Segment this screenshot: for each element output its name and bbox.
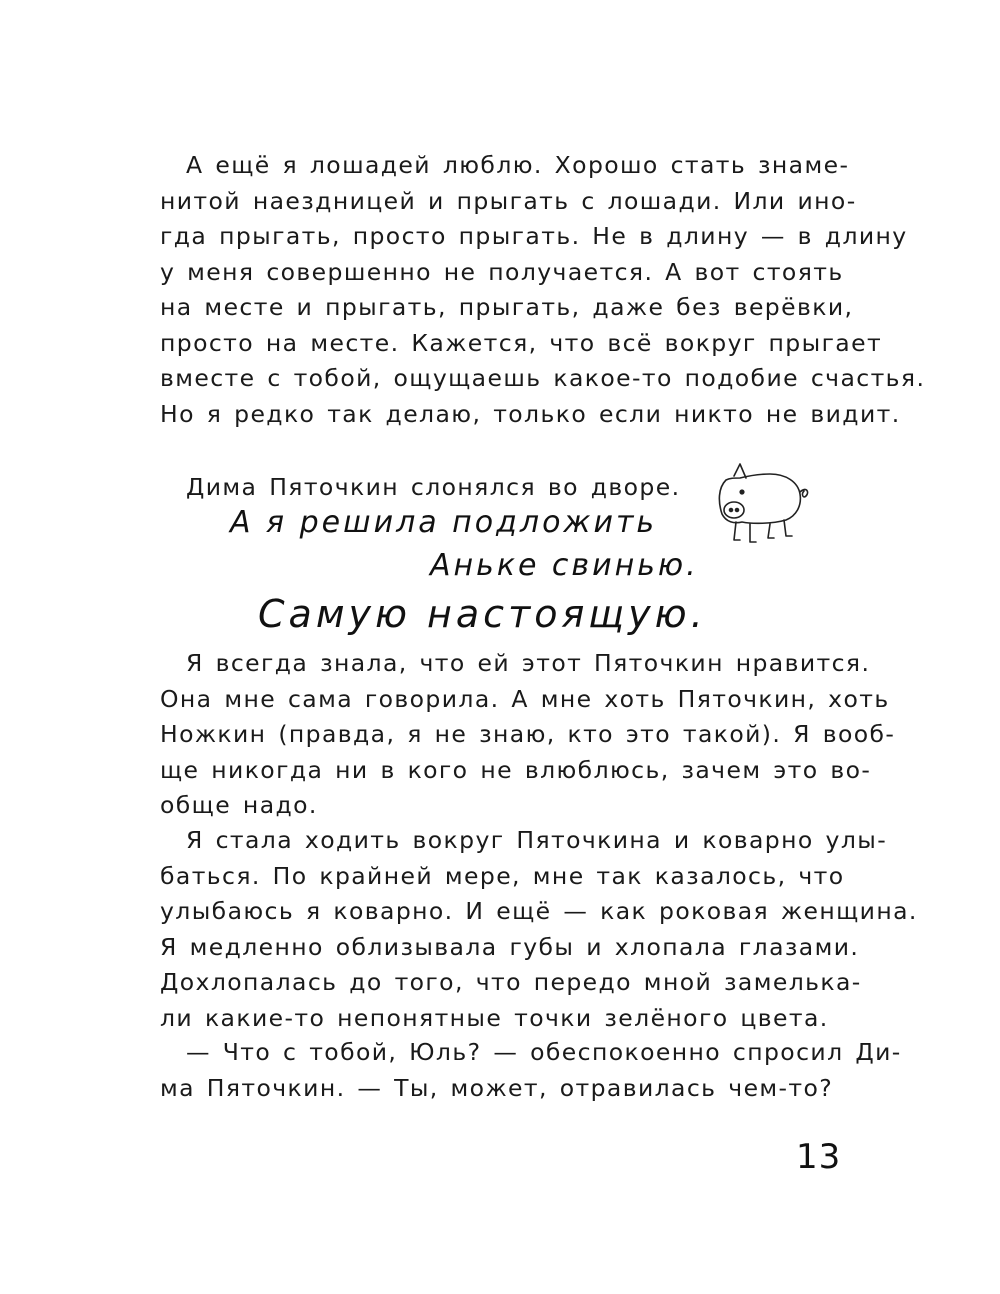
paragraph-horses <box>160 148 926 432</box>
intro-line: Дима Пяточкин слонялся во дворе. <box>186 473 681 501</box>
text-line: ще никогда ни в кого не влюблюсь, зачем это во- <box>160 755 872 784</box>
paragraph-smiling <box>160 823 918 1036</box>
text-line: у меня совершенно не получается. А вот стоять <box>160 257 844 286</box>
text-line: обще надо. <box>160 791 318 819</box>
handwritten-line-2: Аньке свинью. <box>430 548 699 583</box>
text-line: вместе с тобой, ощущаешь какое-то подобие счастья. <box>160 364 926 392</box>
text-line: ма Пяточкин. — Ты, может, отравилась чем-то? <box>160 1073 834 1102</box>
text-line: А ещё я лошадей люблю. Хорошо стать знаме- <box>186 151 850 179</box>
text-line: Я всегда знала, что ей этот Пяточкин нравится. <box>186 649 871 677</box>
text-line: Я стала ходить вокруг Пяточкина и коварно улы- <box>186 826 888 854</box>
text-line: баться. По крайней мере, мне так казалось, что <box>160 861 845 890</box>
text-line: Я медленно облизывала губы и хлопала глазами. <box>160 932 860 961</box>
text-line: гда прыгать, просто прыгать. Не в длину — в длину <box>160 222 908 250</box>
text-line: Ножкин (правда, я не знаю, кто это такой). Я вооб- <box>160 720 896 748</box>
text-line: Она мне сама говорила. А мне хоть Пяточкин, хоть <box>160 684 890 713</box>
text-line: на месте и прыгать, прыгать, даже без верёвки, <box>160 293 854 321</box>
text-line: просто на месте. Кажется, что всё вокруг прыгает <box>160 328 883 357</box>
text-line: Но я редко так делаю, только если никто не видит. <box>160 399 901 428</box>
handwritten-line-3: Самую настоящую. <box>258 592 707 636</box>
pig-icon <box>712 458 818 548</box>
paragraph-pyatochkin <box>160 646 896 824</box>
text-line: нитой наездницей и прыгать с лошади. Или ино- <box>160 186 857 215</box>
text-line: — Что с тобой, Юль? — обеспокоенно спросил Ди- <box>186 1038 902 1066</box>
text-line: ли какие-то непонятные точки зелёного цвета. <box>160 1003 829 1032</box>
text-line: улыбаюсь я коварно. И ещё — как роковая женщина. <box>160 897 918 925</box>
paragraph-dialogue <box>160 1035 902 1106</box>
handwritten-line-1: А я решила подложить <box>230 505 658 540</box>
text-line: Дохлопалась до того, что передо мной замелька- <box>160 968 862 996</box>
page-number: 13 <box>796 1137 842 1177</box>
